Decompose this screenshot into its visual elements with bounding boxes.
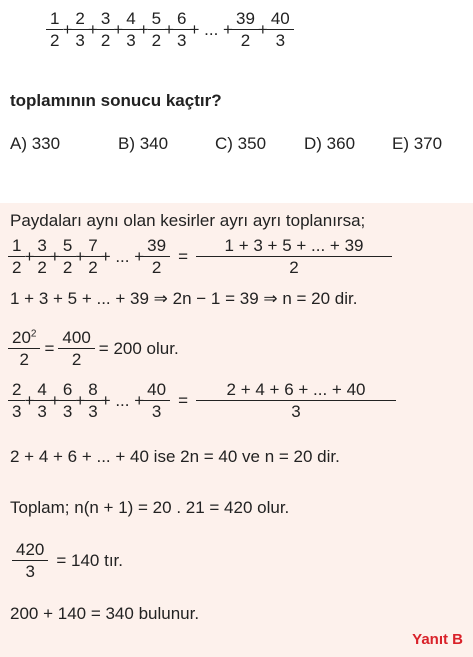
fraction-term (86, 381, 99, 420)
odd-sum-equation (10, 237, 390, 276)
fraction-numerator: 6 (177, 9, 187, 28)
fraction-denominator: 2 (8, 256, 25, 276)
plus-sign: + (24, 246, 35, 266)
plus-sign: + (75, 246, 86, 266)
option-b: B) 340 (118, 134, 169, 153)
fraction-denominator: 2 (59, 256, 76, 276)
fraction-denominator: 2 (143, 256, 170, 276)
value-fraction (60, 329, 92, 368)
plus-sign: + (87, 19, 98, 39)
fraction-term (35, 381, 48, 420)
odd-count-line: 1 + 3 + 5 + ... + 39 ⇒ 2n − 1 = 39 ⇒ n = 20 dir. (10, 289, 358, 308)
fraction-denominator: 2 (232, 29, 259, 49)
total-line: Toplam; n(n + 1) = 20 . 21 = 420 olur. (10, 498, 290, 517)
fraction-denominator: 2 (84, 256, 101, 276)
option-c: C) 350 (215, 134, 267, 153)
odd-sum-numerator: 1 + 3 + 5 + ... + 39 (224, 236, 364, 255)
fraction-denominator: 2 (46, 29, 63, 49)
plus-sign: + (138, 19, 149, 39)
even-sum-equation (10, 381, 394, 420)
odd-result-equation (10, 329, 179, 368)
fraction-numerator: 39 (147, 236, 167, 255)
fraction-numerator: 1 (12, 236, 22, 255)
option-e: E) 370 (392, 134, 443, 153)
fraction-numerator: 4 (126, 9, 136, 28)
fraction-term (99, 10, 112, 49)
fraction-denominator: 2 (148, 29, 165, 49)
fraction-denominator: 3 (84, 400, 101, 420)
fraction-term (150, 10, 163, 49)
plus-sign: + (62, 19, 73, 39)
equals-sign: = (44, 338, 55, 358)
even-result-tail: = 140 tır. (56, 550, 124, 570)
even-sum-fraction (198, 381, 394, 420)
final-line: 200 + 140 = 340 bulunur. (10, 604, 200, 623)
fraction-denominator: 2 (97, 29, 114, 49)
fraction-denominator: 3 (33, 400, 50, 420)
fraction-denominator: 3 (59, 400, 76, 420)
fraction-numerator: 40 (270, 9, 290, 28)
value-numerator: 400 (62, 328, 91, 347)
fraction-term (145, 381, 168, 420)
total-denominator: 3 (12, 560, 48, 580)
fraction-numerator: 5 (151, 9, 162, 28)
power-base: 20 (12, 328, 31, 347)
fraction-numerator: 6 (62, 380, 73, 399)
total-fraction (14, 541, 46, 580)
fraction-numerator: 8 (88, 380, 98, 399)
option-a: A) 330 (10, 134, 61, 153)
fraction-denominator: 3 (122, 29, 139, 49)
odd-sum-fraction (198, 237, 390, 276)
fraction-numerator: 39 (235, 9, 255, 28)
plus-sign: + (164, 19, 175, 39)
fraction-term (73, 10, 86, 49)
odd-sum-denominator: 2 (196, 256, 392, 276)
solution-intro: Paydaları aynı olan kesirler ayrı ayrı toplanırsa; (10, 211, 366, 230)
power-denominator: 2 (8, 348, 40, 368)
fraction-term (61, 381, 74, 420)
fraction-term (61, 237, 74, 276)
fraction-denominator: 3 (71, 29, 88, 49)
fraction-term (10, 237, 23, 276)
power-numerator (10, 329, 38, 348)
total-numerator: 420 (16, 540, 45, 559)
fraction-numerator: 4 (37, 380, 47, 399)
fraction-term (10, 381, 23, 420)
plus-sign: + (49, 246, 60, 266)
fraction-term (86, 237, 99, 276)
equals-sign: = (178, 246, 189, 266)
even-sum-terms (10, 381, 168, 420)
fraction-denominator: 3 (173, 29, 190, 49)
fraction-denominator: 2 (33, 256, 50, 276)
value-denominator: 2 (58, 348, 94, 368)
fraction-term (269, 10, 292, 49)
fraction-numerator: 2 (75, 9, 85, 28)
ellipsis: + ... + (189, 19, 233, 39)
fraction-numerator: 5 (62, 236, 73, 255)
fraction-term (124, 10, 137, 49)
fraction-numerator: 3 (37, 236, 47, 255)
fraction-numerator: 1 (50, 9, 60, 28)
fraction-term (145, 237, 168, 276)
plus-sign: + (24, 390, 35, 410)
even-sum-denominator: 3 (196, 400, 396, 420)
ellipsis: + ... + (100, 246, 145, 266)
fraction-denominator: 3 (143, 400, 170, 420)
plus-sign: + (49, 390, 60, 410)
plus-sign: + (113, 19, 124, 39)
fraction-numerator: 40 (147, 380, 167, 399)
answer-label: Yanıt B (412, 631, 463, 648)
ellipsis: + ... + (100, 390, 145, 410)
power-fraction (10, 329, 38, 368)
option-d: D) 360 (304, 134, 356, 153)
fraction-term (175, 10, 188, 49)
even-result-equation (14, 541, 123, 580)
fraction-denominator: 3 (8, 400, 25, 420)
odd-sum-terms (10, 237, 168, 276)
fraction-numerator: 7 (88, 236, 98, 255)
question-sum-expression (48, 10, 292, 49)
equals-sign: = (178, 390, 189, 410)
fraction-term (35, 237, 48, 276)
fraction-denominator: 3 (267, 29, 294, 49)
fraction-numerator: 3 (100, 9, 111, 28)
even-sum-numerator: 2 + 4 + 6 + ... + 40 (226, 380, 366, 399)
plus-sign: + (75, 390, 86, 410)
fraction-numerator: 2 (12, 380, 22, 399)
odd-result-tail: = 200 olur. (98, 338, 179, 358)
plus-sign: + (257, 19, 268, 39)
fraction-term (234, 10, 257, 49)
fraction-term (48, 10, 61, 49)
even-count-line: 2 + 4 + 6 + ... + 40 ise 2n = 40 ve n = 20 dir. (10, 447, 340, 466)
power-exponent: 2 (30, 328, 37, 340)
question-prompt: toplamının sonucu kaçtır? (10, 91, 222, 110)
